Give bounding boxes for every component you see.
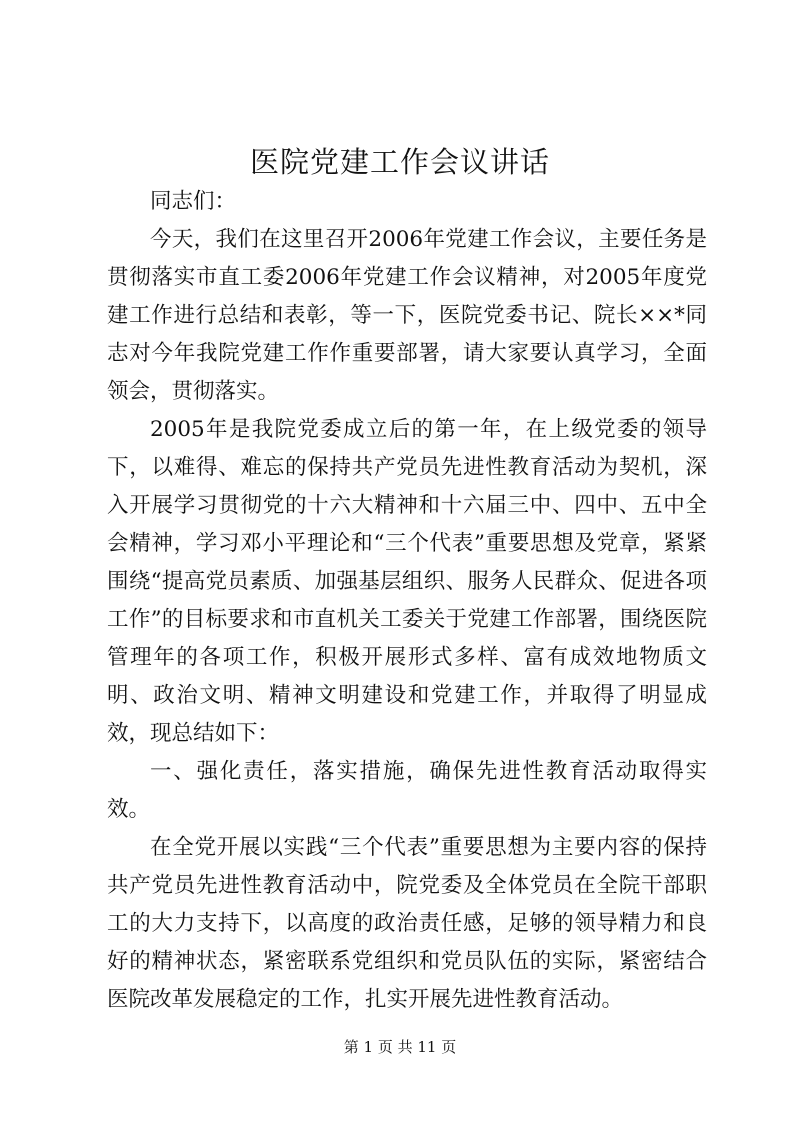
document-body [107,183,707,1019]
summary-paragraph: 2005年是我院党委成立后的第一年，在上级党委的领导下，以难得、难忘的保持共产党员先进性教育活动为契机，深入开展学习贯彻党的十六大精神和十六届三中、四中、五中全会精神，学习邓小平理论和“三个代表”重要思想及党章，紧紧围绕“提高党员素质、加强基层组织、服务人民群众、促进各项工作”的目标要求和市直机关工委关于党建工作部署，围绕医院管理年的各项工作，积极开展形式多样、富有成效地物质文明、政治文明、精神文明建设和党建工作，并取得了明显成效，现总结如下： [107,417,707,746]
section-1-paragraph: 在全党开展以实践“三个代表”重要思想为主要内容的保持共产党员先进性教育活动中，院党委及全体党员在全院干部职工的大力支持下，以高度的政治责任感，足够的领导精力和良好的精神状态，紧密联系党组织和党员队伍的实际，紧密结合医院改革发展稳定的工作，扎实开展先进性教育活动。 [107,835,707,1012]
document-title: 医院党建工作会议讲话 [249,145,550,179]
page-number-footer: 第 1 页 共 11 页 [343,1038,457,1056]
greeting-paragraph: 同志们： [150,189,237,214]
section-heading-1: 一、强化责任，落实措施，确保先进性教育活动取得实效。 [107,759,707,822]
intro-paragraph: 今天，我们在这里召开2006年党建工作会议，主要任务是贯彻落实市直工委2006年党建工作会议精神，对2005年度党建工作进行总结和表彰，等一下，医院党委书记、院长××*同志对今年我院党建工作作重要部署，请大家要认真学习，全面领会，贯彻落实。 [107,227,707,404]
